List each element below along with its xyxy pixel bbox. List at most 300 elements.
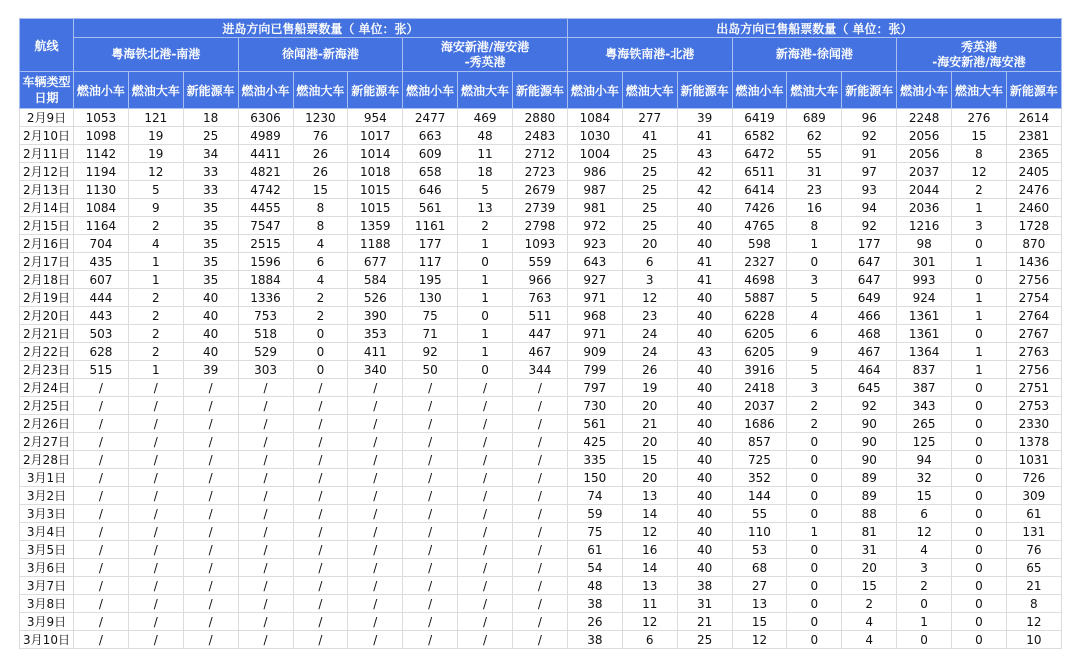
ticket-count-cell: / bbox=[513, 451, 568, 469]
ticket-count-cell: 24 bbox=[622, 325, 677, 343]
ticket-count-cell: 14 bbox=[622, 559, 677, 577]
ticket-count-cell: 61 bbox=[567, 541, 622, 559]
ticket-count-cell: 1142 bbox=[74, 145, 129, 163]
ticket-count-cell: 2614 bbox=[1006, 109, 1061, 127]
ticket-count-cell: 33 bbox=[183, 163, 238, 181]
date-cell: 2月20日 bbox=[20, 307, 74, 325]
ticket-count-cell: 276 bbox=[952, 109, 1007, 127]
ticket-count-cell: 0 bbox=[787, 595, 842, 613]
vehicle-type-header: 燃油大车 bbox=[952, 72, 1007, 109]
ticket-count-cell: 1230 bbox=[293, 109, 348, 127]
ticket-count-cell: 2 bbox=[458, 217, 513, 235]
ticket-count-cell: 61 bbox=[1006, 505, 1061, 523]
ticket-count-cell: 1216 bbox=[897, 217, 952, 235]
ticket-count-cell: / bbox=[238, 631, 293, 649]
ticket-count-cell: 35 bbox=[183, 217, 238, 235]
vehicle-type-header: 燃油小车 bbox=[732, 72, 787, 109]
ticket-count-cell: 1093 bbox=[513, 235, 568, 253]
ticket-count-cell: 425 bbox=[567, 433, 622, 451]
ticket-count-cell: 5887 bbox=[732, 289, 787, 307]
ticket-count-cell: 353 bbox=[348, 325, 403, 343]
table-row bbox=[20, 577, 1062, 595]
ticket-count-cell: 2 bbox=[128, 343, 183, 361]
ticket-count-cell: 76 bbox=[293, 127, 348, 145]
ticket-count-cell: / bbox=[403, 451, 458, 469]
table-row bbox=[20, 217, 1062, 235]
ticket-count-cell: 41 bbox=[677, 253, 732, 271]
ticket-count-cell: 59 bbox=[567, 505, 622, 523]
ticket-sales-table bbox=[19, 18, 1062, 649]
ticket-count-cell: 13 bbox=[732, 595, 787, 613]
ticket-count-cell: 526 bbox=[348, 289, 403, 307]
ticket-count-cell: 98 bbox=[897, 235, 952, 253]
date-cell: 2月21日 bbox=[20, 325, 74, 343]
ticket-count-cell: 6511 bbox=[732, 163, 787, 181]
ticket-count-cell: 33 bbox=[183, 181, 238, 199]
ticket-count-cell: / bbox=[513, 577, 568, 595]
ticket-count-cell: 4742 bbox=[238, 181, 293, 199]
ticket-count-cell: 0 bbox=[293, 361, 348, 379]
ticket-count-cell: 3916 bbox=[732, 361, 787, 379]
table-row bbox=[20, 469, 1062, 487]
ticket-count-cell: / bbox=[238, 379, 293, 397]
ticket-count-cell: 0 bbox=[952, 505, 1007, 523]
ticket-count-cell: 303 bbox=[238, 361, 293, 379]
ticket-count-cell: / bbox=[513, 523, 568, 541]
ticket-count-cell: 1 bbox=[787, 235, 842, 253]
ticket-count-cell: / bbox=[128, 559, 183, 577]
ticket-count-cell: / bbox=[403, 559, 458, 577]
ticket-count-cell: 1130 bbox=[74, 181, 129, 199]
ticket-count-cell: 11 bbox=[458, 145, 513, 163]
vehicle-type-header: 燃油大车 bbox=[128, 72, 183, 109]
date-cell: 2月17日 bbox=[20, 253, 74, 271]
ticket-count-cell: / bbox=[183, 559, 238, 577]
ticket-count-cell: 90 bbox=[842, 433, 897, 451]
inbound-route-3: 海安新港/海安港 -秀英港 bbox=[403, 38, 568, 72]
ticket-count-cell: 4989 bbox=[238, 127, 293, 145]
ticket-count-cell: / bbox=[238, 613, 293, 631]
date-cell: 3月8日 bbox=[20, 595, 74, 613]
ticket-count-cell: 131 bbox=[1006, 523, 1061, 541]
ticket-count-cell: 343 bbox=[897, 397, 952, 415]
ticket-count-cell: 1 bbox=[952, 199, 1007, 217]
ticket-count-cell: 40 bbox=[677, 523, 732, 541]
ticket-count-cell: 2 bbox=[128, 307, 183, 325]
ticket-count-cell: / bbox=[128, 451, 183, 469]
ticket-count-cell: / bbox=[513, 559, 568, 577]
ticket-count-cell: 6 bbox=[293, 253, 348, 271]
ticket-count-cell: 13 bbox=[622, 487, 677, 505]
ticket-count-cell: / bbox=[458, 469, 513, 487]
ticket-count-cell: 0 bbox=[897, 631, 952, 649]
date-cell: 2月27日 bbox=[20, 433, 74, 451]
ticket-count-cell: 6582 bbox=[732, 127, 787, 145]
vehicle-type-header: 燃油小车 bbox=[74, 72, 129, 109]
table-row bbox=[20, 235, 1062, 253]
ticket-count-cell: 857 bbox=[732, 433, 787, 451]
date-cell: 2月22日 bbox=[20, 343, 74, 361]
ticket-count-cell: 41 bbox=[677, 127, 732, 145]
table-row bbox=[20, 559, 1062, 577]
ticket-count-cell: 76 bbox=[1006, 541, 1061, 559]
ticket-count-cell: / bbox=[458, 433, 513, 451]
ticket-count-cell: / bbox=[238, 487, 293, 505]
ticket-count-cell: 0 bbox=[952, 631, 1007, 649]
ticket-count-cell: / bbox=[348, 487, 403, 505]
ticket-count-cell: 11 bbox=[622, 595, 677, 613]
table-row bbox=[20, 343, 1062, 361]
ticket-count-cell: 16 bbox=[787, 199, 842, 217]
ticket-count-cell: 645 bbox=[842, 379, 897, 397]
date-cell: 2月11日 bbox=[20, 145, 74, 163]
ticket-count-cell: / bbox=[513, 541, 568, 559]
ticket-count-cell: / bbox=[74, 559, 129, 577]
ticket-count-cell: 972 bbox=[567, 217, 622, 235]
vehicle-type-header: 新能源车 bbox=[1006, 72, 1061, 109]
date-cell: 3月1日 bbox=[20, 469, 74, 487]
ticket-count-cell: / bbox=[293, 523, 348, 541]
ticket-count-cell: 53 bbox=[732, 541, 787, 559]
ticket-count-cell: / bbox=[238, 469, 293, 487]
ticket-count-cell: 32 bbox=[897, 469, 952, 487]
ticket-count-cell: 10 bbox=[1006, 631, 1061, 649]
ticket-count-cell: 467 bbox=[513, 343, 568, 361]
ticket-count-cell: 2712 bbox=[513, 145, 568, 163]
ticket-count-cell: / bbox=[128, 595, 183, 613]
date-cell: 2月24日 bbox=[20, 379, 74, 397]
ticket-count-cell: 25 bbox=[622, 163, 677, 181]
table-row bbox=[20, 145, 1062, 163]
ticket-count-cell: 2044 bbox=[897, 181, 952, 199]
table-row bbox=[20, 325, 1062, 343]
ticket-count-cell: 55 bbox=[787, 145, 842, 163]
route-header: 航线 bbox=[20, 19, 74, 72]
ticket-count-cell: 97 bbox=[842, 163, 897, 181]
ticket-count-cell: 91 bbox=[842, 145, 897, 163]
ticket-count-cell: / bbox=[458, 379, 513, 397]
date-cell: 3月7日 bbox=[20, 577, 74, 595]
ticket-count-cell: 704 bbox=[74, 235, 129, 253]
table-row bbox=[20, 505, 1062, 523]
ticket-count-cell: / bbox=[293, 505, 348, 523]
ticket-count-cell: 2 bbox=[897, 577, 952, 595]
table-row bbox=[20, 379, 1062, 397]
ticket-count-cell: 15 bbox=[293, 181, 348, 199]
ticket-count-cell: 2756 bbox=[1006, 361, 1061, 379]
ticket-count-cell: 8 bbox=[1006, 595, 1061, 613]
table-row bbox=[20, 253, 1062, 271]
ticket-count-cell: 4 bbox=[897, 541, 952, 559]
ticket-count-cell: / bbox=[458, 631, 513, 649]
vehicle-type-header: 燃油大车 bbox=[458, 72, 513, 109]
ticket-count-cell: 2477 bbox=[403, 109, 458, 127]
ticket-count-cell: 12 bbox=[897, 523, 952, 541]
ticket-count-cell: 1098 bbox=[74, 127, 129, 145]
ticket-count-cell: 41 bbox=[622, 127, 677, 145]
table-row bbox=[20, 307, 1062, 325]
ticket-count-cell: 15 bbox=[952, 127, 1007, 145]
ticket-count-cell: 411 bbox=[348, 343, 403, 361]
table-row bbox=[20, 451, 1062, 469]
ticket-count-cell: 12 bbox=[128, 163, 183, 181]
date-cell: 2月14日 bbox=[20, 199, 74, 217]
ticket-count-cell: / bbox=[293, 577, 348, 595]
ticket-count-cell: 0 bbox=[458, 253, 513, 271]
ticket-count-cell: 90 bbox=[842, 415, 897, 433]
ticket-count-cell: / bbox=[293, 631, 348, 649]
ticket-count-cell: 643 bbox=[567, 253, 622, 271]
table-row bbox=[20, 415, 1062, 433]
ticket-count-cell: / bbox=[513, 613, 568, 631]
ticket-count-cell: 2381 bbox=[1006, 127, 1061, 145]
ticket-count-cell: 68 bbox=[732, 559, 787, 577]
ticket-count-cell: 4455 bbox=[238, 199, 293, 217]
table-row bbox=[20, 397, 1062, 415]
ticket-count-cell: 2880 bbox=[513, 109, 568, 127]
ticket-count-cell: 2 bbox=[787, 397, 842, 415]
ticket-count-cell: 987 bbox=[567, 181, 622, 199]
ticket-count-cell: 4 bbox=[842, 631, 897, 649]
ticket-count-cell: 1084 bbox=[567, 109, 622, 127]
ticket-count-cell: 110 bbox=[732, 523, 787, 541]
ticket-count-cell: / bbox=[403, 577, 458, 595]
ticket-count-cell: / bbox=[74, 397, 129, 415]
ticket-count-cell: 35 bbox=[183, 253, 238, 271]
ticket-count-cell: 1596 bbox=[238, 253, 293, 271]
table-row bbox=[20, 181, 1062, 199]
ticket-count-cell: 40 bbox=[677, 217, 732, 235]
ticket-count-cell: 21 bbox=[1006, 577, 1061, 595]
ticket-count-cell: 993 bbox=[897, 271, 952, 289]
ticket-count-cell: 443 bbox=[74, 307, 129, 325]
ticket-count-cell: / bbox=[458, 451, 513, 469]
ticket-count-cell: 40 bbox=[677, 397, 732, 415]
table-row bbox=[20, 199, 1062, 217]
ticket-count-cell: / bbox=[183, 631, 238, 649]
ticket-count-cell: / bbox=[183, 433, 238, 451]
ticket-count-cell: 26 bbox=[567, 613, 622, 631]
table-row bbox=[20, 595, 1062, 613]
ticket-count-cell: 598 bbox=[732, 235, 787, 253]
ticket-sales-table-wrapper bbox=[19, 18, 1062, 649]
ticket-count-cell: 1 bbox=[952, 253, 1007, 271]
ticket-count-cell: 1 bbox=[458, 325, 513, 343]
ticket-count-cell: 0 bbox=[952, 415, 1007, 433]
vehicle-type-header: 燃油大车 bbox=[622, 72, 677, 109]
ticket-count-cell: / bbox=[128, 379, 183, 397]
ticket-count-cell: 0 bbox=[952, 469, 1007, 487]
ticket-count-cell: 981 bbox=[567, 199, 622, 217]
vehicle-type-header: 燃油大车 bbox=[787, 72, 842, 109]
ticket-count-cell: / bbox=[458, 487, 513, 505]
ticket-count-cell: / bbox=[458, 577, 513, 595]
ticket-count-cell: 2723 bbox=[513, 163, 568, 181]
ticket-count-cell: 1014 bbox=[348, 145, 403, 163]
ticket-count-cell: 1884 bbox=[238, 271, 293, 289]
date-cell: 3月5日 bbox=[20, 541, 74, 559]
ticket-count-cell: / bbox=[458, 559, 513, 577]
ticket-count-cell: 609 bbox=[403, 145, 458, 163]
ticket-count-cell: 1015 bbox=[348, 181, 403, 199]
ticket-count-cell: 725 bbox=[732, 451, 787, 469]
ticket-count-cell: 25 bbox=[622, 217, 677, 235]
date-cell: 2月10日 bbox=[20, 127, 74, 145]
ticket-count-cell: 763 bbox=[513, 289, 568, 307]
ticket-count-cell: 20 bbox=[622, 433, 677, 451]
ticket-count-cell: 40 bbox=[183, 307, 238, 325]
ticket-count-cell: 2037 bbox=[732, 397, 787, 415]
ticket-count-cell: / bbox=[403, 541, 458, 559]
ticket-count-cell: 1 bbox=[128, 253, 183, 271]
ticket-count-cell: 647 bbox=[842, 253, 897, 271]
ticket-count-cell: 2 bbox=[128, 289, 183, 307]
ticket-count-cell: / bbox=[128, 541, 183, 559]
ticket-count-cell: 23 bbox=[787, 181, 842, 199]
ticket-count-cell: 2 bbox=[787, 415, 842, 433]
ticket-count-cell: 54 bbox=[567, 559, 622, 577]
ticket-count-cell: / bbox=[128, 505, 183, 523]
ticket-count-cell: 25 bbox=[622, 145, 677, 163]
date-cell: 3月4日 bbox=[20, 523, 74, 541]
ticket-count-cell: 25 bbox=[183, 127, 238, 145]
inbound-title: 进岛方向已售船票数量（ 单位：张） bbox=[74, 19, 568, 38]
ticket-count-cell: / bbox=[348, 613, 403, 631]
ticket-count-cell: 1 bbox=[952, 343, 1007, 361]
ticket-count-cell: 647 bbox=[842, 271, 897, 289]
ticket-count-cell: 18 bbox=[183, 109, 238, 127]
ticket-count-cell: 92 bbox=[842, 127, 897, 145]
ticket-count-cell: 444 bbox=[74, 289, 129, 307]
ticket-count-cell: 40 bbox=[677, 289, 732, 307]
ticket-count-cell: 92 bbox=[842, 217, 897, 235]
ticket-count-cell: 9 bbox=[128, 199, 183, 217]
ticket-count-cell: 8 bbox=[293, 199, 348, 217]
ticket-count-cell: 689 bbox=[787, 109, 842, 127]
table-row bbox=[20, 289, 1062, 307]
ticket-count-cell: 6228 bbox=[732, 307, 787, 325]
ticket-count-cell: 2 bbox=[293, 307, 348, 325]
ticket-count-cell: 1336 bbox=[238, 289, 293, 307]
ticket-count-cell: 2679 bbox=[513, 181, 568, 199]
ticket-count-cell: / bbox=[458, 613, 513, 631]
ticket-count-cell: 986 bbox=[567, 163, 622, 181]
ticket-count-cell: 14 bbox=[622, 505, 677, 523]
ticket-count-cell: 0 bbox=[952, 271, 1007, 289]
ticket-count-cell: 38 bbox=[677, 577, 732, 595]
outbound-route-2: 新海港-徐闻港 bbox=[732, 38, 897, 72]
ticket-count-cell: 71 bbox=[403, 325, 458, 343]
ticket-count-cell: 177 bbox=[403, 235, 458, 253]
ticket-count-cell: 12 bbox=[952, 163, 1007, 181]
ticket-count-cell: 0 bbox=[897, 595, 952, 613]
ticket-count-cell: / bbox=[513, 379, 568, 397]
ticket-count-cell: 92 bbox=[842, 397, 897, 415]
ticket-count-cell: 2405 bbox=[1006, 163, 1061, 181]
vehicle-type-header: 燃油小车 bbox=[238, 72, 293, 109]
ticket-count-cell: / bbox=[238, 505, 293, 523]
date-cell: 3月3日 bbox=[20, 505, 74, 523]
ticket-count-cell: 2037 bbox=[897, 163, 952, 181]
ticket-count-cell: 2483 bbox=[513, 127, 568, 145]
ticket-count-cell: 4 bbox=[128, 235, 183, 253]
vehicle-type-header: 燃油小车 bbox=[403, 72, 458, 109]
ticket-count-cell: 0 bbox=[293, 325, 348, 343]
table-body bbox=[20, 109, 1062, 649]
ticket-count-cell: / bbox=[403, 595, 458, 613]
ticket-count-cell: 75 bbox=[403, 307, 458, 325]
ticket-count-cell: 5 bbox=[458, 181, 513, 199]
ticket-count-cell: 352 bbox=[732, 469, 787, 487]
ticket-count-cell: 2798 bbox=[513, 217, 568, 235]
ticket-count-cell: 0 bbox=[952, 523, 1007, 541]
ticket-count-cell: 0 bbox=[952, 379, 1007, 397]
date-cell: 3月9日 bbox=[20, 613, 74, 631]
table-row bbox=[20, 487, 1062, 505]
ticket-count-cell: 35 bbox=[183, 199, 238, 217]
date-cell: 2月19日 bbox=[20, 289, 74, 307]
ticket-count-cell: / bbox=[238, 451, 293, 469]
ticket-count-cell: / bbox=[183, 577, 238, 595]
ticket-count-cell: 15 bbox=[842, 577, 897, 595]
ticket-count-cell: 6306 bbox=[238, 109, 293, 127]
ticket-count-cell: 26 bbox=[293, 145, 348, 163]
ticket-count-cell: 40 bbox=[183, 343, 238, 361]
outbound-route-3: 秀英港 -海安新港/海安港 bbox=[897, 38, 1062, 72]
ticket-count-cell: 2754 bbox=[1006, 289, 1061, 307]
ticket-count-cell: 2 bbox=[952, 181, 1007, 199]
ticket-count-cell: / bbox=[74, 577, 129, 595]
ticket-count-cell: 26 bbox=[622, 361, 677, 379]
ticket-count-cell: / bbox=[74, 523, 129, 541]
table-row bbox=[20, 523, 1062, 541]
date-cell: 3月10日 bbox=[20, 631, 74, 649]
ticket-count-cell: 1031 bbox=[1006, 451, 1061, 469]
ticket-count-cell: 1 bbox=[458, 271, 513, 289]
ticket-count-cell: 1161 bbox=[403, 217, 458, 235]
ticket-count-cell: 971 bbox=[567, 325, 622, 343]
ticket-count-cell: 4765 bbox=[732, 217, 787, 235]
ticket-count-cell: 8 bbox=[787, 217, 842, 235]
ticket-count-cell: / bbox=[348, 415, 403, 433]
ticket-count-cell: / bbox=[128, 523, 183, 541]
ticket-count-cell: 88 bbox=[842, 505, 897, 523]
ticket-count-cell: 968 bbox=[567, 307, 622, 325]
ticket-count-cell: 628 bbox=[74, 343, 129, 361]
ticket-count-cell: 75 bbox=[567, 523, 622, 541]
ticket-count-cell: 90 bbox=[842, 451, 897, 469]
ticket-count-cell: / bbox=[403, 415, 458, 433]
ticket-count-cell: 1 bbox=[897, 613, 952, 631]
ticket-count-cell: 646 bbox=[403, 181, 458, 199]
date-cell: 2月23日 bbox=[20, 361, 74, 379]
ticket-count-cell: 909 bbox=[567, 343, 622, 361]
ticket-count-cell: 74 bbox=[567, 487, 622, 505]
ticket-count-cell: 4 bbox=[293, 235, 348, 253]
ticket-count-cell: 42 bbox=[677, 163, 732, 181]
ticket-count-cell: 12 bbox=[732, 631, 787, 649]
ticket-count-cell: 20 bbox=[622, 397, 677, 415]
ticket-count-cell: / bbox=[403, 613, 458, 631]
ticket-count-cell: / bbox=[128, 613, 183, 631]
ticket-count-cell: 649 bbox=[842, 289, 897, 307]
date-cell: 2月25日 bbox=[20, 397, 74, 415]
ticket-count-cell: 1 bbox=[952, 307, 1007, 325]
ticket-count-cell: 62 bbox=[787, 127, 842, 145]
ticket-count-cell: 6 bbox=[787, 325, 842, 343]
ticket-count-cell: 12 bbox=[622, 613, 677, 631]
ticket-count-cell: / bbox=[348, 595, 403, 613]
